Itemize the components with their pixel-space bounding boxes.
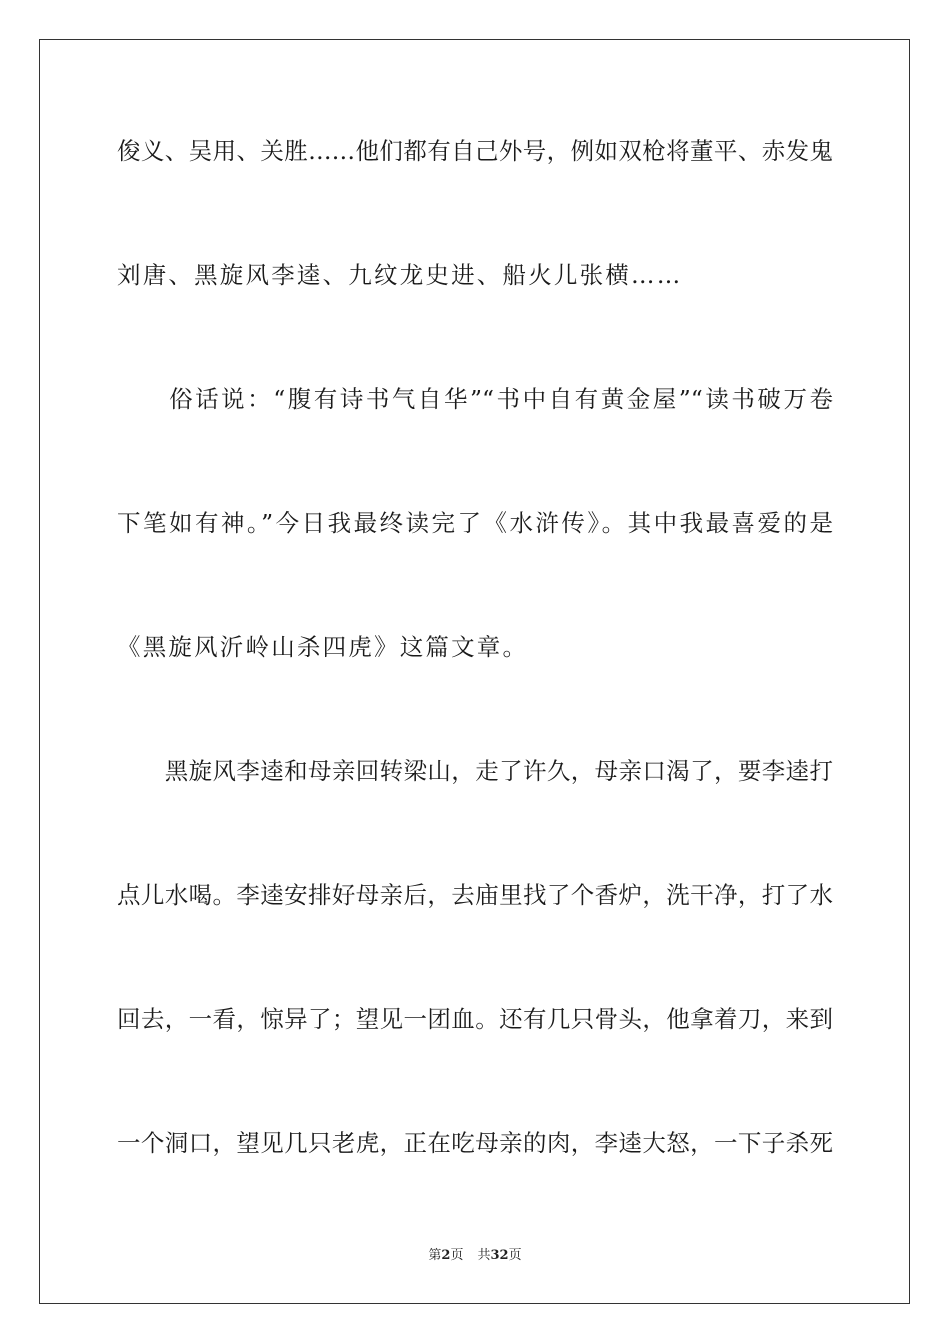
text-line-6: 黑旋风李逵和母亲回转梁山，走了许久，母亲口渴了，要李逵打 bbox=[117, 757, 833, 785]
text-line-1: 俊义、吴用、关胜……他们都有自己外号，例如双枪将董平、赤发鬼 bbox=[117, 137, 833, 165]
text-line-9: 一个洞口，望见几只老虎，正在吃母亲的肉，李逵大怒，一下子杀死 bbox=[117, 1129, 833, 1157]
text-line-2: 刘唐、黑旋风李逵、九纹龙史进、船火儿张横…… bbox=[117, 261, 683, 289]
total-page-count: 32 bbox=[490, 1248, 509, 1263]
text-line-4: 下笔如有神。”今日我最终读完了《水浒传》。其中我最喜爱的是 bbox=[117, 509, 833, 537]
page-number-footer bbox=[0, 1247, 950, 1265]
page-border bbox=[39, 39, 910, 1304]
total-suffix: 页 bbox=[508, 1248, 522, 1263]
current-page-number: 2 bbox=[441, 1248, 451, 1263]
text-line-3: 俗话说：“腹有诗书气自华”“书中自有黄金屋”“读书破万卷 bbox=[117, 385, 833, 413]
text-line-5: 《黑旋风沂岭山杀四虎》这篇文章。 bbox=[117, 633, 529, 661]
page-prefix: 第 bbox=[428, 1248, 442, 1263]
total-prefix: 共 bbox=[477, 1248, 491, 1263]
text-line-8: 回去，一看，惊异了；望见一团血。还有几只骨头，他拿着刀，来到 bbox=[117, 1005, 833, 1033]
page-suffix: 页 bbox=[450, 1248, 464, 1263]
text-line-7: 点儿水喝。李逵安排好母亲后，去庙里找了个香炉，洗干净，打了水 bbox=[117, 881, 833, 909]
